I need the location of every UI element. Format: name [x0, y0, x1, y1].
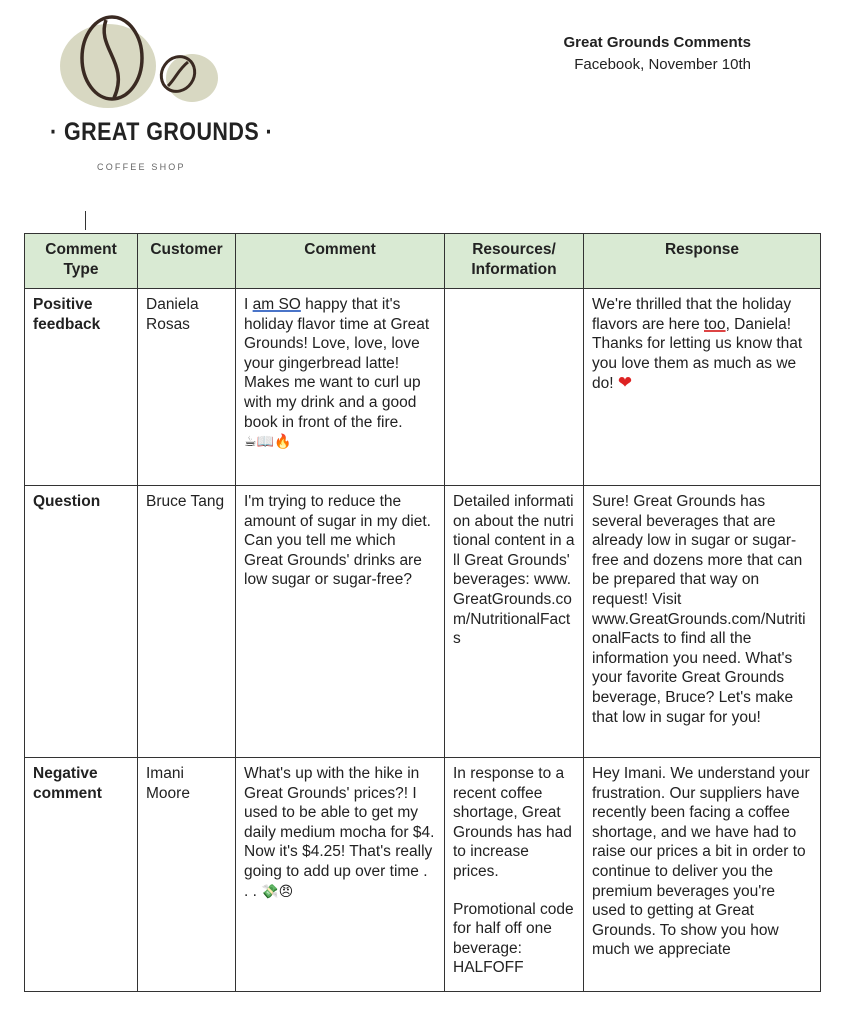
response-cell: Hey Imani. We understand your frustration. Our suppliers have recently been facing a coffee shortage, and we have had to raise our prices a bit in order to continue to deliver you the premium beverages you're used to getting at Great Grounds. To show you how much we appreciate — [584, 758, 821, 992]
coffee-bean-logo-icon — [40, 8, 260, 118]
brand-name: · GREAT GROUNDS · — [50, 118, 274, 146]
heart-emoji-icon: ❤ — [617, 373, 633, 393]
resources-cell: Detailed information about the nutritional content in all Great Grounds' beverages: www.GreatGrounds.com/NutritionalFacts — [445, 486, 584, 758]
comment-cell: I'm trying to reduce the amount of sugar in my diet. Can you tell me which Great Grounds' drinks are low sugar or sugar-free? — [236, 486, 445, 758]
resources-cell — [445, 758, 584, 992]
column-header-comment: Comment — [236, 234, 445, 289]
money-angry-emoji-icon: 💸😠 — [261, 883, 294, 900]
column-header-response: Response — [584, 234, 821, 289]
table-header-row — [25, 234, 821, 289]
spellcheck-underline: too — [704, 315, 726, 333]
comment-text: happy that it's holiday flavor time at Great Grounds! Love, love, love your gingerbread latte! Makes me want to curl up with my drink and a good book in front of the fire. — [244, 296, 430, 431]
text-cursor — [85, 211, 86, 230]
spellcheck-underline: am SO — [252, 296, 301, 313]
customer-cell: Bruce Tang — [138, 486, 236, 758]
table-row — [25, 758, 821, 992]
customer-cell: Daniela Rosas — [138, 289, 236, 486]
comment-type-cell: Positive feedback — [25, 289, 138, 486]
customer-cell: Imani Moore — [138, 758, 236, 992]
response-cell — [584, 289, 821, 486]
coffee-book-fire-emoji-icon: ☕📖🔥 — [244, 434, 292, 451]
brand-tagline: COFFEE SHOP — [97, 162, 186, 172]
response-text: , Daniela! Thanks for letting us know that you love them as much as we do! — [592, 315, 803, 393]
promo-code-text: Promotional code for half off one beverage: HALFOFF — [453, 900, 574, 977]
column-header-resources: Resources/ Information — [445, 234, 584, 289]
column-header-customer: Customer — [138, 234, 236, 289]
table-row — [25, 289, 821, 486]
document-subtitle: Facebook, November 10th — [574, 56, 751, 73]
comment-cell — [236, 758, 445, 992]
comment-type-cell: Question — [25, 486, 138, 758]
response-cell: Sure! Great Grounds has several beverages that are already low in sugar or sugar-free and dozens more that can be prepared that way on request! Visit www.GreatGrounds.com/NutritionalFacts to find all the information you need. What's your favorite Great Grounds beverage, Bruce? Let's make that low in sugar for you! — [584, 486, 821, 758]
column-header-comment-type: Comment Type — [25, 234, 138, 289]
comments-table — [24, 233, 821, 992]
document-title: Great Grounds Comments — [563, 34, 751, 51]
resources-text: In response to a recent coffee shortage, Great Grounds has had to increase prices. — [453, 765, 572, 880]
comment-cell — [236, 289, 445, 486]
logo — [40, 8, 274, 178]
comment-text: I — [244, 296, 253, 313]
response-text: We're thrilled that the holiday flavors are here — [592, 296, 792, 333]
table-row — [25, 486, 821, 758]
comment-type-cell: Negative comment — [25, 758, 138, 992]
comment-text: What's up with the hike in Great Grounds' prices?! I used to be able to get my daily medium mocha for $4. Now it's $4.25! That's really going to add up over time . . . — [244, 765, 435, 900]
resources-cell — [445, 289, 584, 486]
